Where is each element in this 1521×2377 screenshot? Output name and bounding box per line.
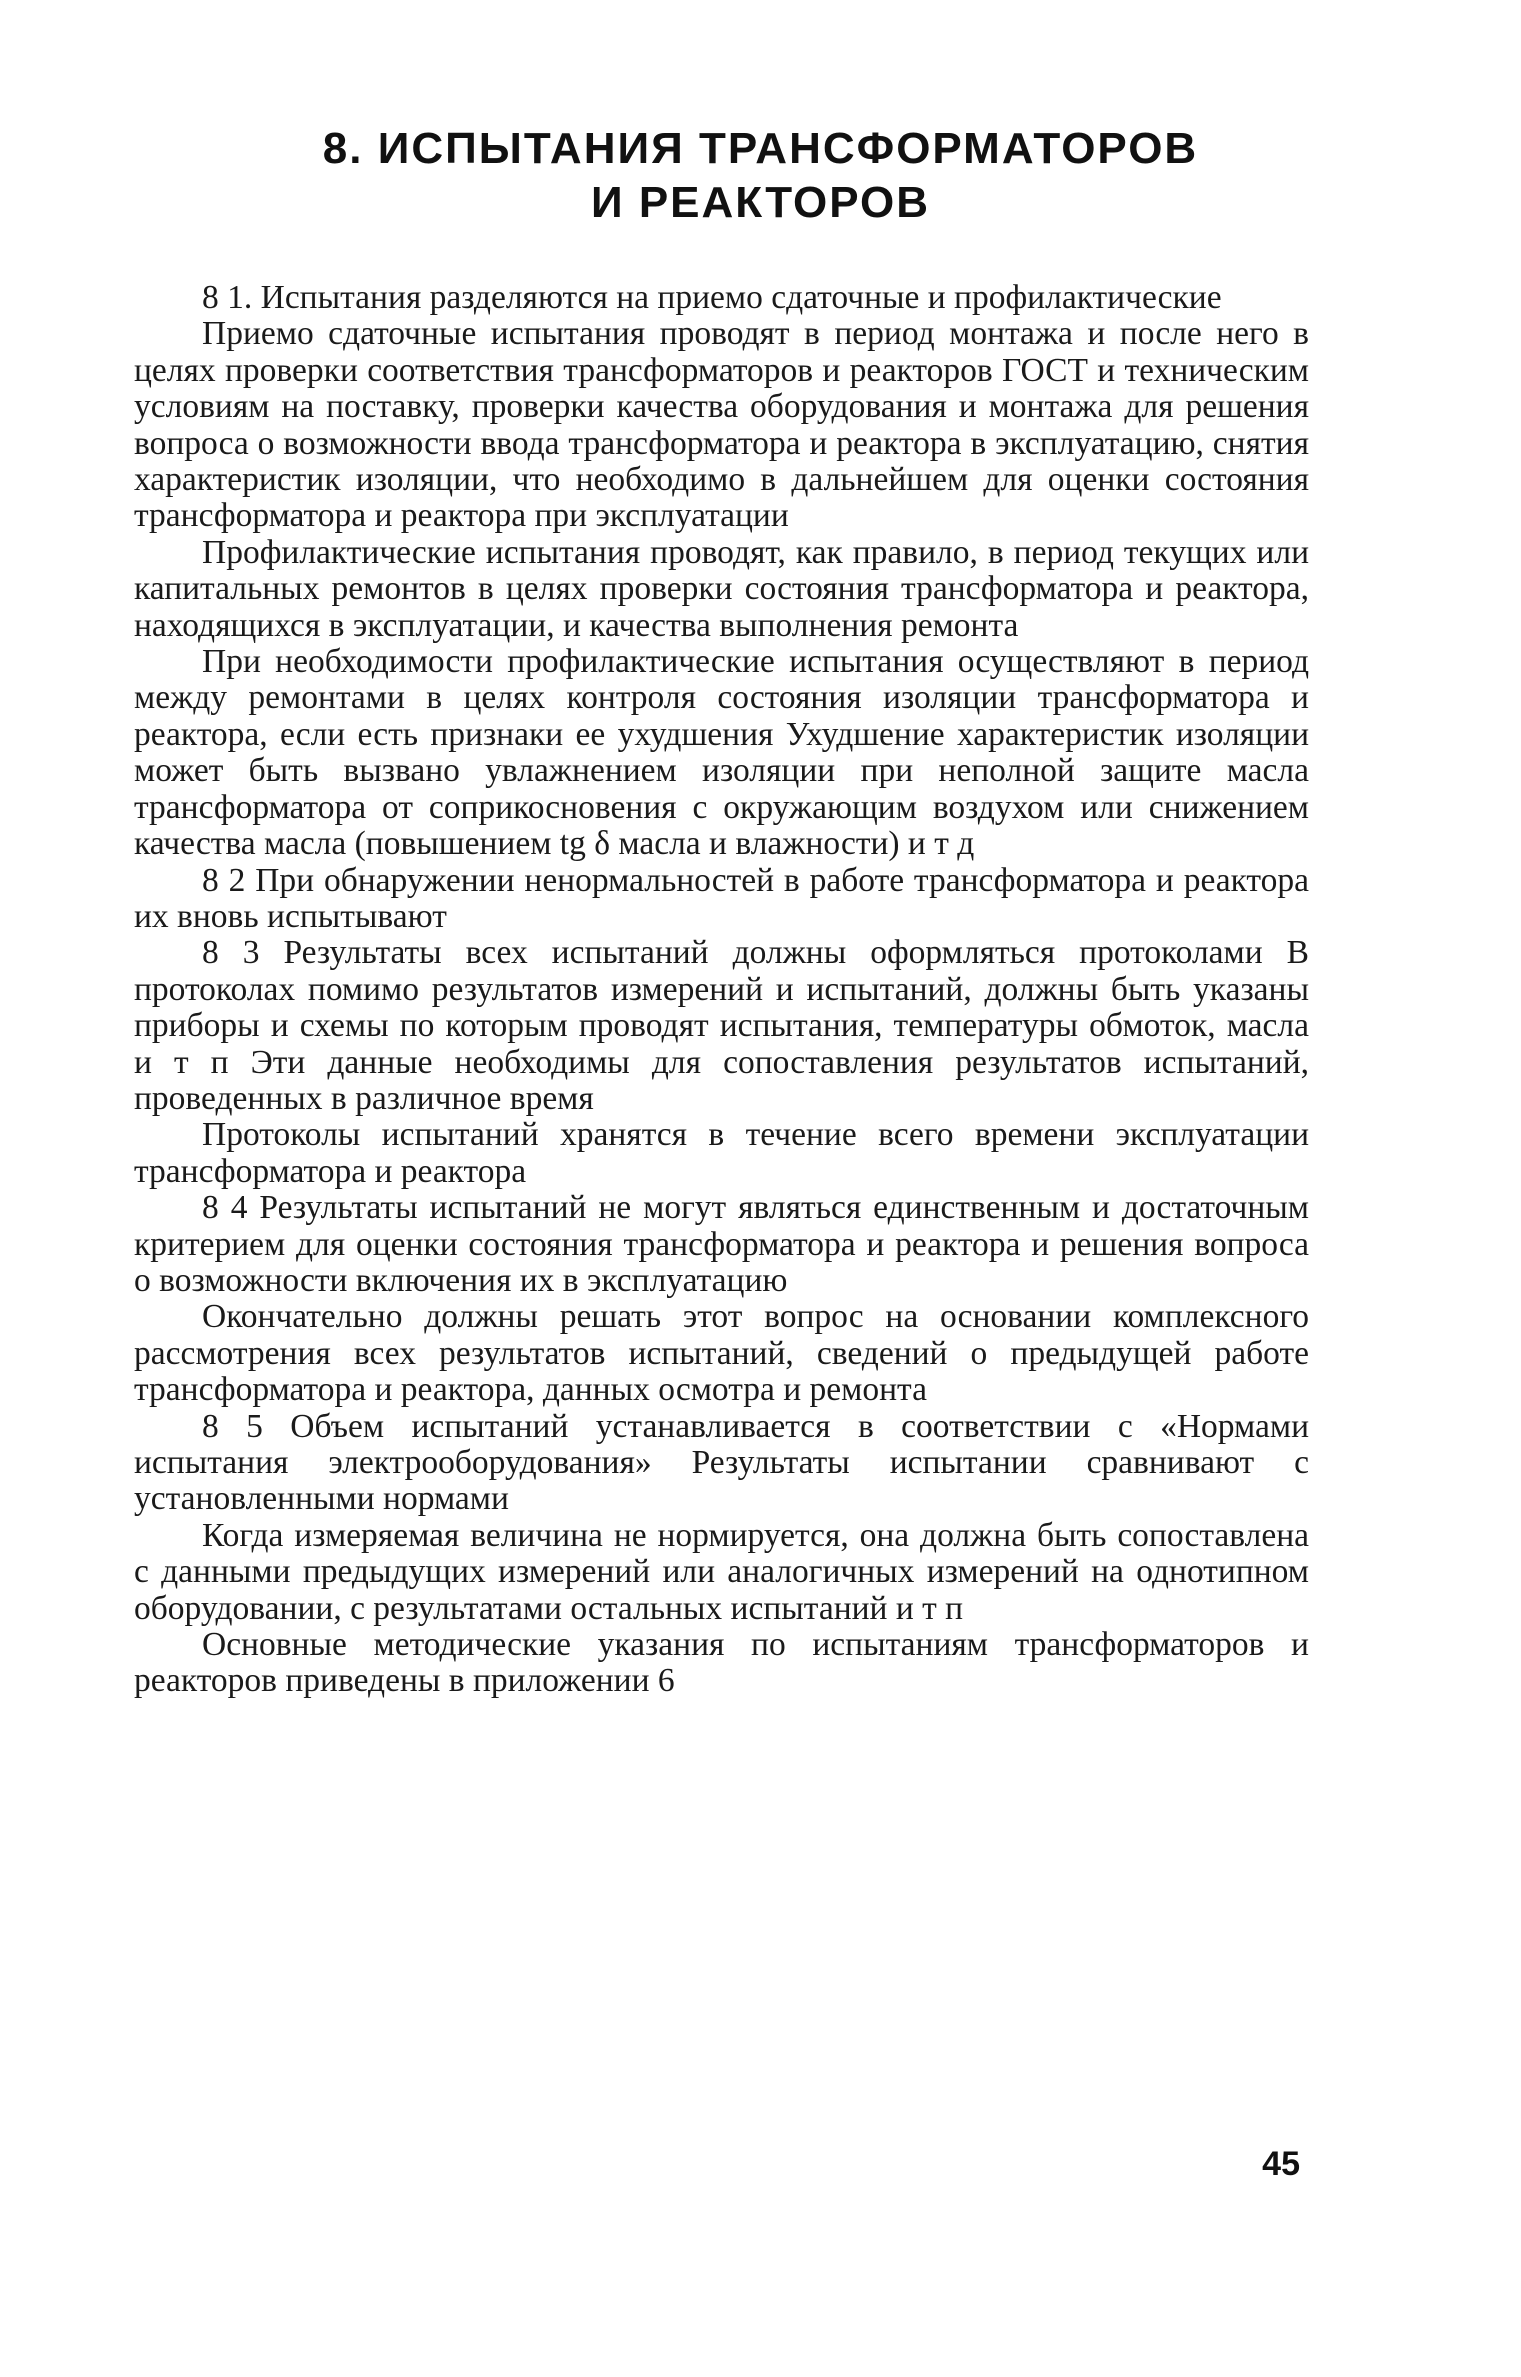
paragraph-8-4: 8 4 Результаты испытаний не могут являться единственным и достаточным критерием для оценки состояния трансформатора и реактора и решения вопроса о возможности включения их в эксплуатацию [134, 1189, 1309, 1299]
paragraph-between-repairs: При необходимости профилактические испытания осуществляют в период между ремонтами в целях контроля состояния изоляции трансформатора и реактора, если есть признаки ее ухудшения Ухудшение характеристик изоляции может быть вызвано увлажнением изоляции при неполной защите масла трансформатора от соприкосновения с окружающим воздухом или снижением качества масла (повышением tg δ масла и влажности) и т д [134, 643, 1309, 863]
paragraph-8-1: 8 1. Испытания разделяются на приемо сдаточные и профилактические [202, 279, 1222, 316]
paragraph-protocol-storage: Протоколы испытаний хранятся в течение всего времени эксплуатации трансформатора и реактора [134, 1116, 1309, 1190]
paragraph-8-3: 8 3 Результаты всех испытаний должны оформляться протоколами В протоколах помимо результатов измерений и испытаний, должны быть указаны приборы и схемы по которым проводят испытания, температуры обмоток, масла и т п Эти данные необходимы для сопоставления результатов испытаний, проведенных в различное время [134, 934, 1309, 1117]
paragraph-unnormalized-values: Когда измеряемая величина не нормируется, она должна быть сопоставлена с данными предыдущих измерений или аналогичных измерений на однотипном оборудовании, с результатами остальных испытаний и т п [134, 1516, 1309, 1627]
section-heading-line-1: 8. ИСПЫТАНИЯ ТРАНСФОРМАТОРОВ [322, 124, 1199, 173]
paragraph-8-2: 8 2 При обнаружении ненормальностей в работе трансформатора и реактора их вновь испытывают [134, 861, 1309, 935]
section-heading-line-2: И РЕАКТОРОВ [590, 178, 931, 227]
paragraph-final-decision: Окончательно должны решать этот вопрос на основании комплексного рассмотрения всех результатов испытаний, сведений о предыдущей работе трансформатора и реактора, данных осмотра и ремонта [134, 1298, 1309, 1409]
paragraph-acceptance-tests: Приемо сдаточные испытания проводят в период монтажа и после него в целях проверки соответствия трансформаторов и реакторов ГОСТ и техническим условиям на поставку, проверки качества оборудования и монтажа для решения вопроса о возможности ввода трансформатора и реактора в эксплуатацию, снятия характеристик изоляции, что необходимо в дальнейшем для оценки состояния трансформатора и реактора при эксплуатации [134, 315, 1309, 535]
paragraph-8-5: 8 5 Объем испытаний устанавливается в соответствии с «Нормами испытания электрооборудования» Результаты испытании сравнивают с установленными нормами [134, 1407, 1309, 1518]
body-text [134, 280, 1309, 1700]
page-number: 45 [1262, 2145, 1300, 2183]
paragraph-preventive-tests: Профилактические испытания проводят, как правило, в период текущих или капитальных ремонтов в целях проверки состояния трансформатора и реактора, находящихся в эксплуатации, и качества выполнения ремонта [134, 533, 1309, 644]
paragraph-methodical-guidelines: Основные методические указания по испытаниям трансформаторов и реакторов приведены в приложении 6 [134, 1626, 1309, 1700]
section-heading [0, 122, 1521, 230]
